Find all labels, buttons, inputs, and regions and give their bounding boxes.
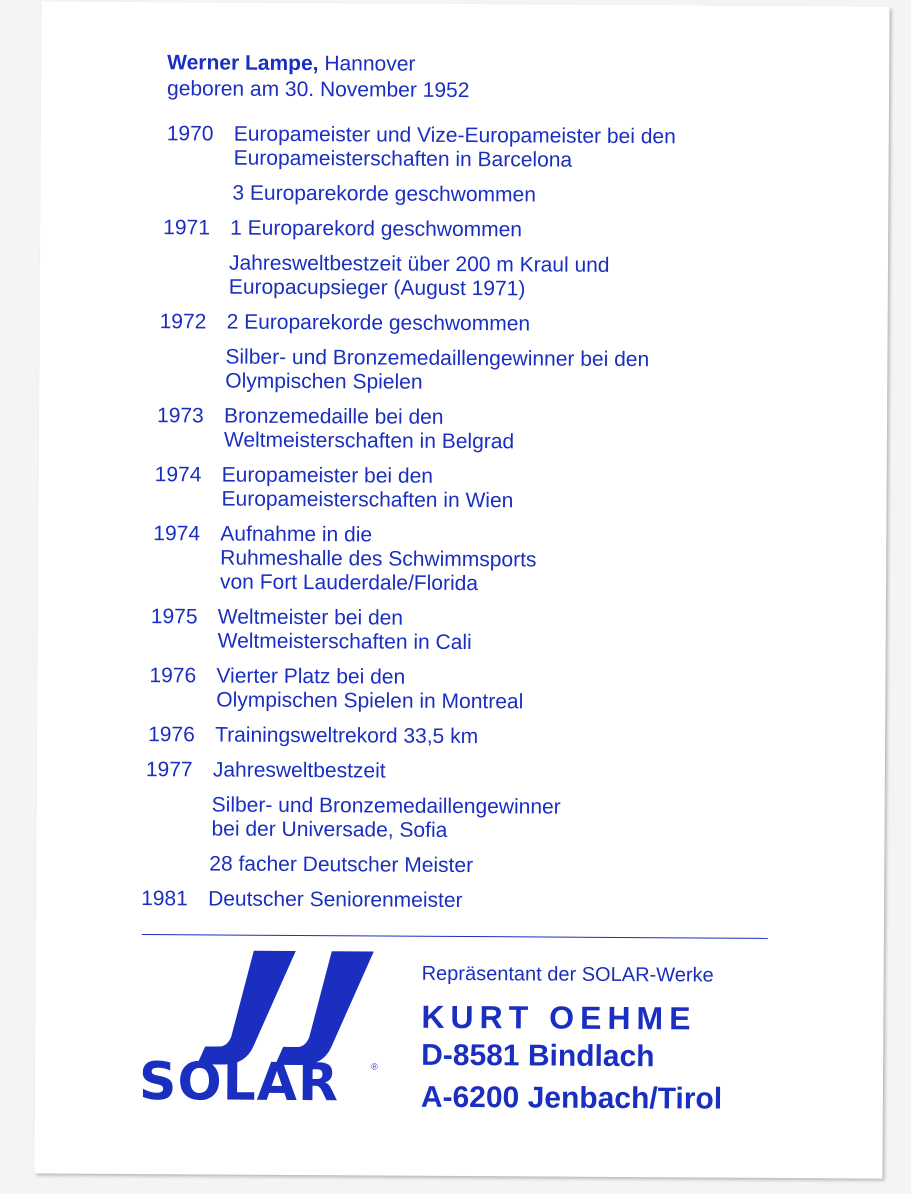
achievement-line: Silber- und Bronzemedaillengewinner bei den [225, 345, 650, 372]
achievement-line: Europacupsieger (August 1971) [228, 275, 526, 301]
achievement-line: 2 Europarekorde geschwommen [226, 310, 531, 336]
athlete-birthdate: geboren am 30. November 1952 [166, 77, 470, 103]
achievement-text [215, 723, 775, 750]
achievement-entry [36, 886, 884, 915]
achievement-line: Weltmeisterschaften in Cali [217, 629, 472, 655]
achievement-line: Ruhmeshalle des Schwimmsports [220, 546, 537, 572]
achievement-entry [37, 722, 885, 751]
achievement-text [225, 346, 785, 397]
achievement-text [230, 217, 790, 244]
achievement-line: 3 Europarekorde geschwommen [232, 181, 536, 207]
achievement-text [232, 182, 792, 209]
achievement-entry [40, 309, 888, 338]
achievement-entry [39, 403, 887, 456]
athlete-city: Hannover [318, 52, 416, 76]
divider [142, 934, 768, 939]
achievement-entry [41, 121, 889, 174]
achievement-text [213, 758, 773, 785]
achievement-line: Olympischen Spielen [225, 369, 423, 394]
achievement-line: Vierter Platz bei den [216, 664, 406, 689]
achievement-year: 1971 [163, 216, 210, 240]
achievement-line: 28 facher Deutscher Meister [209, 852, 474, 878]
achievement-text [234, 123, 794, 174]
achievement-text [227, 311, 787, 338]
achievement-line: von Fort Lauderdale/Florida [219, 570, 479, 596]
achievement-line: Weltmeister bei den [217, 605, 404, 630]
achievement-line: Europameister und Vize-Europameister bei den [233, 122, 676, 149]
address-bindlach: D-8581 Bindlach [421, 1038, 655, 1074]
achievement-text [211, 793, 771, 844]
athlete-name-line [167, 50, 470, 78]
achievement-line: Europameister bei den [221, 463, 434, 488]
registered-mark: ® [371, 1061, 378, 1072]
achievement-year: 1976 [148, 723, 195, 747]
achievement-entry [40, 250, 888, 303]
achievement-text [221, 464, 781, 515]
representative-title: Repräsentant der SOLAR-Werke [421, 962, 714, 987]
achievement-year: 1972 [159, 310, 207, 334]
achievement-entry [36, 851, 884, 880]
address-jenbach: A-6200 Jenbach/Tirol [420, 1080, 723, 1116]
achievement-year: 1974 [154, 463, 202, 487]
achievement-line: Aufnahme in die [220, 522, 373, 547]
achievement-year: 1973 [156, 404, 204, 428]
achievement-entry [37, 757, 885, 786]
achievement-text [229, 252, 789, 303]
achievement-line: Deutscher Seniorenmeister [208, 887, 463, 913]
achievement-year: 1977 [145, 758, 193, 782]
achievement-text [224, 405, 784, 456]
autograph-card [34, 1, 889, 1178]
achievement-year: 1974 [153, 522, 201, 546]
achievement-year: 1976 [149, 664, 197, 688]
achievement-line: Bronzemedaille bei den [223, 404, 444, 429]
achievement-line: 1 Europarekord geschwommen [230, 216, 523, 242]
achievement-entry [36, 792, 884, 845]
achievement-text [220, 523, 780, 598]
achievement-text [209, 852, 769, 879]
athlete-header [167, 50, 470, 104]
achievement-entry [40, 215, 888, 244]
achievement-line: Olympischen Spielen in Montreal [216, 688, 524, 714]
achievement-line: Jahresweltbestzeit [212, 758, 386, 783]
athlete-name: Werner Lampe, [167, 51, 319, 76]
solar-logo-word: SOLAR [138, 1052, 340, 1114]
achievement-entry [40, 180, 888, 209]
achievement-line: Weltmeisterschaften in Belgrad [223, 428, 515, 454]
achievement-line: Europameisterschaften in Barcelona [233, 146, 573, 172]
achievement-year: 1970 [166, 122, 214, 146]
achievement-entry [38, 521, 886, 598]
achievement-line: Silber- und Bronzemedaillengewinner [211, 793, 561, 819]
achievement-entry [39, 344, 887, 397]
achievement-text [208, 887, 768, 914]
achievement-line: Europameisterschaften in Wien [221, 487, 514, 513]
achievement-entry [38, 462, 886, 515]
achievement-entry [37, 663, 885, 716]
achievement-line: bei der Universade, Sofia [211, 817, 448, 842]
achievement-entry [38, 604, 886, 657]
representative-name: KURT OEHME [421, 998, 697, 1037]
achievement-line: Trainingsweltrekord 33,5 km [215, 723, 479, 749]
achievement-year: 1975 [150, 605, 198, 629]
achievement-year: 1981 [141, 887, 188, 911]
achievement-line: Jahresweltbestzeit über 200 m Kraul und [228, 251, 610, 277]
achievement-text [218, 606, 778, 657]
achievement-list [41, 121, 889, 913]
achievement-text [216, 665, 776, 716]
